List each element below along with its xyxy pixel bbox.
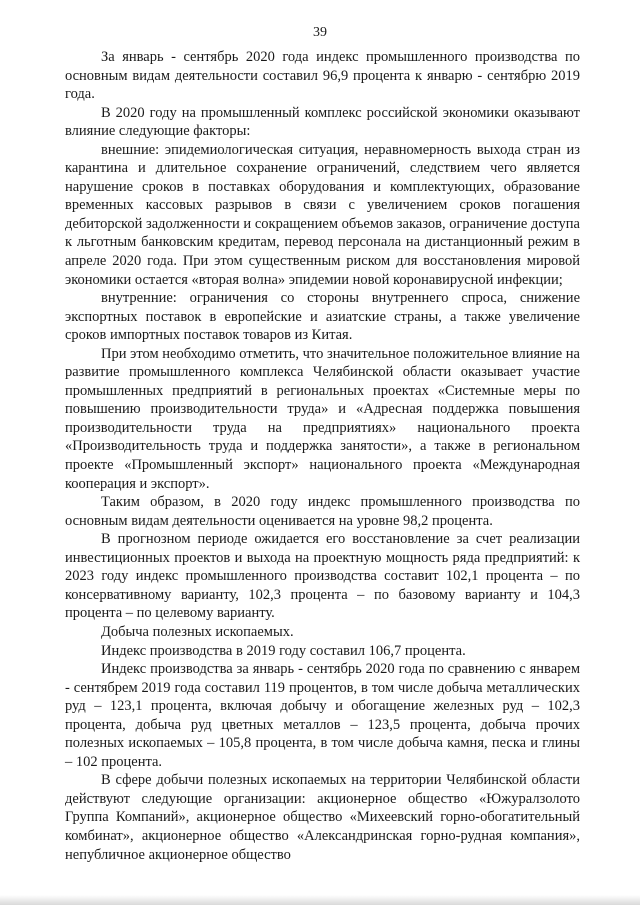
paragraph-mining-organizations: В сфере добычи полезных ископаемых на территории Челябинской области действуют следующие организации: акционерное общество «Южуралзолото Группа Компаний», акционерное общество «Михеевский горно-обогатительный комбинат», акционерное общество «Александринская горно-рудная компания», непубличное акционерное общество (65, 772, 580, 863)
paragraph-external-factors: внешние: эпидемиологическая ситуация, неравномерность выхода стран из карантина и длительное сохранение ограничений, следствием чего является нарушение сроков в поставках оборудования и комплектующих, образование временных кассовых разрывов в связи с увеличением сроков погашения дебиторской задолженности и сокращением объемов заказов, ограничение доступа к льготным банковским кредитам, перевод персонала на дистанционный режим в апреле 2020 года. При этом существенным риском для восстановления мировой экономики остается «вторая волна» эпидемии новой коронавирусной инфекции; (65, 141, 580, 288)
paragraph-forecast: В прогнозном периоде ожидается его восстановление за счет реализации инвестиционных проектов и выхода на проектную мощность ряда предприятий: к 2023 году индекс промышленного производства составит 102,1 процента – по консервативному варианту, 102,3 процента – по базовому варианту и 104,3 процента – по целевому варианту. (65, 531, 580, 622)
paragraph-mining-2020: Индекс производства за январь - сентябрь 2020 года по сравнению с январем - сентябрем 2019 года составил 119 процентов, в том числе добыча металлических руд – 123,1 процента, включая добычу и обогащение железных руд – 102,3 процента, добыча руд цветных металлов – 123,5 процента, добыча прочих полезных ископаемых – 105,8 процента, в том числе добыча камня, песка и глины – 102 процента. (65, 661, 580, 770)
scan-edge-shadow (0, 895, 640, 905)
paragraph-mining-2019: Индекс производства в 2019 году составил 106,7 процента. (101, 642, 466, 659)
paragraph-internal-factors: внутренние: ограничения со стороны внутреннего спроса, снижение экспортных поставок в европейские и азиатские страны, а также увеличение сроков импортных поставок товаров из Китая. (65, 290, 580, 344)
section-heading-mining: Добыча полезных ископаемых. (101, 623, 294, 640)
page-number: 39 (313, 25, 327, 40)
paragraph-2020-estimate: Таким образом, в 2020 году индекс промышленного производства по основным видам деятельности оценивается на уровне 98,2 процента. (65, 494, 580, 529)
document-body (65, 48, 580, 864)
paragraph-index-jan-sep: За январь - сентябрь 2020 года индекс промышленного производства по основным видам деятельности составил 96,9 процента к январю - сентябрю 2019 года. (65, 49, 580, 103)
paragraph-factors-intro: В 2020 году на промышленный комплекс российской экономики оказывают влияние следующие факторы: (65, 104, 580, 140)
paragraph-regional-projects: При этом необходимо отметить, что значительное положительное влияние на развитие промышленного комплекса Челябинской области оказывает участие промышленных предприятий в региональных проектах «Системные меры по повышению производительности труда» и «Адресная поддержка повышения производительности труда на предприятиях» национального проекта «Производительность труда и поддержка занятости», а также в региональном проекте «Промышленный экспорт» национального проекта «Международная кооперация и экспорт». (65, 345, 580, 492)
